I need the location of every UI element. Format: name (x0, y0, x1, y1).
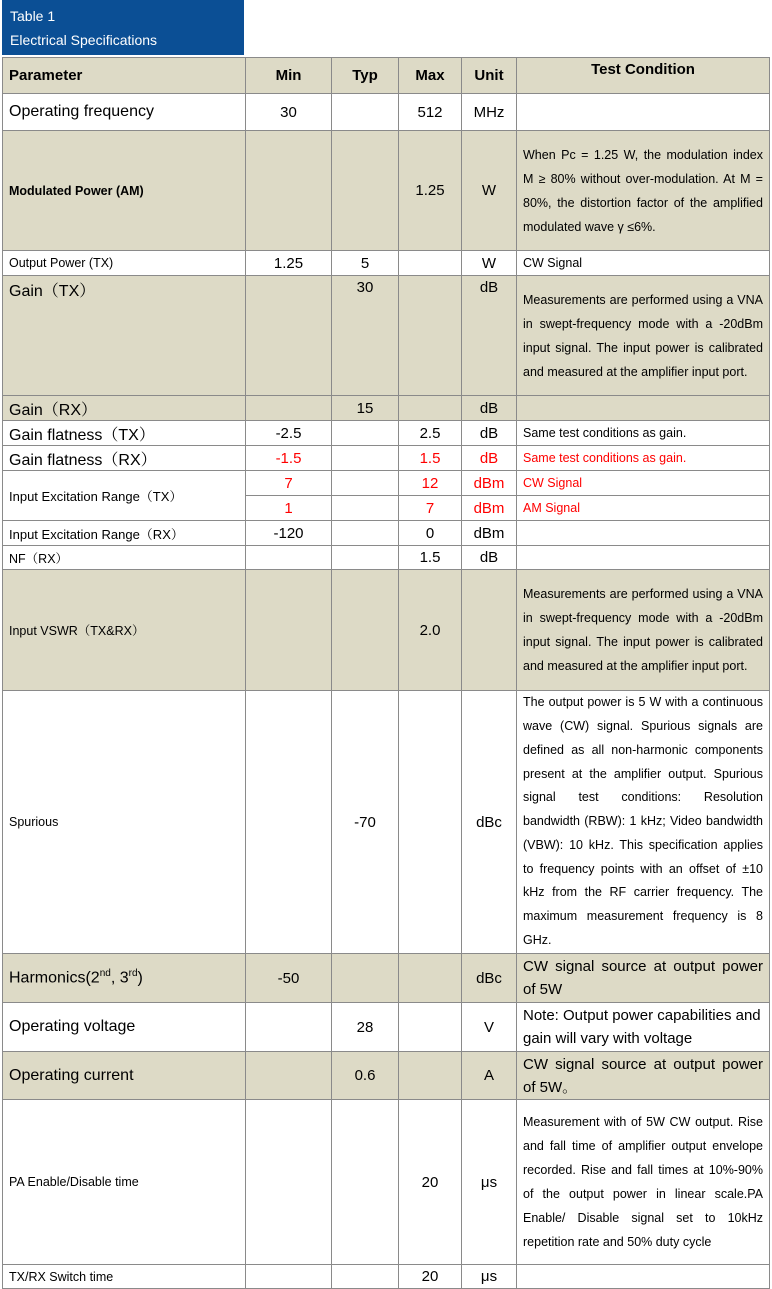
table-row (3, 1265, 770, 1289)
typ-cell: -70 (332, 691, 399, 954)
unit-cell: A (462, 1052, 517, 1100)
condition-cell (517, 546, 770, 570)
param-cell: Output Power (TX) (3, 251, 246, 276)
typ-cell (332, 954, 399, 1003)
unit-cell: dBm (462, 496, 517, 521)
condition-cell: CW signal source at output power of 5W。 (517, 1052, 770, 1100)
min-cell (246, 1265, 332, 1289)
spec-table (2, 57, 770, 1289)
unit-cell: dBm (462, 521, 517, 546)
min-cell: 30 (246, 94, 332, 131)
param-cell: Operating current (3, 1052, 246, 1100)
min-cell: 1 (246, 496, 332, 521)
min-cell: 1.25 (246, 251, 332, 276)
unit-cell: dB (462, 276, 517, 396)
max-cell: 20 (399, 1100, 462, 1265)
max-cell: 1.5 (399, 546, 462, 570)
header-unit: Unit (462, 58, 517, 94)
typ-cell: 28 (332, 1003, 399, 1052)
param-cell: Input VSWR（TX&RX） (3, 570, 246, 691)
table-number: Table 1 (10, 8, 56, 24)
max-cell: 20 (399, 1265, 462, 1289)
min-cell: -50 (246, 954, 332, 1003)
header-test-condition: Test Condition (517, 58, 770, 94)
table-row (3, 1003, 770, 1052)
header-min: Min (246, 58, 332, 94)
min-cell (246, 546, 332, 570)
condition-cell: CW Signal (517, 471, 770, 496)
param-cell: Gain（RX） (3, 396, 246, 421)
table-row (3, 396, 770, 421)
min-cell (246, 691, 332, 954)
table-row (3, 131, 770, 251)
typ-cell (332, 1265, 399, 1289)
min-cell: 7 (246, 471, 332, 496)
condition-cell (517, 94, 770, 131)
typ-cell: 15 (332, 396, 399, 421)
min-cell: -2.5 (246, 421, 332, 446)
typ-cell (332, 446, 399, 471)
condition-cell (517, 396, 770, 421)
max-cell: 2.5 (399, 421, 462, 446)
header-row (3, 58, 770, 94)
max-cell (399, 954, 462, 1003)
max-cell: 12 (399, 471, 462, 496)
param-cell: Modulated Power (AM) (3, 131, 246, 251)
header-parameter: Parameter (3, 58, 246, 94)
max-cell: 2.0 (399, 570, 462, 691)
param-label: Input Excitation Range（TX） (9, 489, 183, 504)
table-caption (2, 0, 244, 55)
condition-cell (517, 521, 770, 546)
unit-cell (462, 570, 517, 691)
condition-cell: CW Signal (517, 251, 770, 276)
max-cell (399, 251, 462, 276)
header-typ: Typ (332, 58, 399, 94)
min-cell (246, 570, 332, 691)
table-row (3, 421, 770, 446)
max-cell (399, 691, 462, 954)
condition-cell: Measurement with of 5W CW output. Rise and fall time of amplifier output envelope recorded. Rise and fall times at 10%-90% of the output power in linear scale.PA Enable/ Disable signal set to 10kHz repetition rate and 50% duty cycle (517, 1100, 770, 1265)
param-cell (3, 954, 246, 1003)
param-cell: PA Enable/Disable time (3, 1100, 246, 1265)
typ-cell: 0.6 (332, 1052, 399, 1100)
param-cell (3, 471, 246, 521)
param-cell: NF（RX） (3, 546, 246, 570)
unit-cell: V (462, 1003, 517, 1052)
unit-cell: dBc (462, 954, 517, 1003)
condition-cell: Measurements are performed using a VNA in swept-frequency mode with a -20dBm input signal. The input power is calibrated and measured at the amplifier input port. (517, 570, 770, 691)
param-cell: Input Excitation Range（RX） (3, 521, 246, 546)
min-cell: -1.5 (246, 446, 332, 471)
max-cell (399, 1052, 462, 1100)
typ-cell (332, 496, 399, 521)
unit-cell: dB (462, 396, 517, 421)
min-cell (246, 131, 332, 251)
param-cell: TX/RX Switch time (3, 1265, 246, 1289)
superscript: nd (99, 968, 111, 980)
superscript: rd (128, 968, 138, 980)
param-cell: Gain flatness（TX） (3, 421, 246, 446)
condition-cell: The output power is 5 W with a continuous wave (CW) signal. Spurious signals are defined as all non-harmonic components present at the amplifier output. Spurious signal test conditions: Resolution bandwidth (RBW): 1 kHz; Video bandwidth (VBW): 10 kHz. This specification applies to frequency points with an offset of ±10 kHz from the RF carrier frequency. The maximum measurement frequency is 8 GHz. (517, 691, 770, 954)
typ-cell (332, 131, 399, 251)
table-title: Electrical Specifications (10, 32, 158, 48)
param-cell: Operating frequency (3, 94, 246, 131)
table-row (3, 446, 770, 471)
param-cell: Operating voltage (3, 1003, 246, 1052)
max-cell: 7 (399, 496, 462, 521)
unit-cell: MHz (462, 94, 517, 131)
typ-cell (332, 94, 399, 131)
max-cell: 1.25 (399, 131, 462, 251)
table-row (3, 546, 770, 570)
table-row (3, 1100, 770, 1265)
param-cell: Gain（TX） (3, 276, 246, 396)
header-max: Max (399, 58, 462, 94)
max-cell: 0 (399, 521, 462, 546)
unit-cell: dBc (462, 691, 517, 954)
unit-cell: dBm (462, 471, 517, 496)
table-row (3, 276, 770, 396)
param-cell: Spurious (3, 691, 246, 954)
table-row (3, 471, 770, 496)
min-cell: -120 (246, 521, 332, 546)
unit-cell: μs (462, 1265, 517, 1289)
min-cell (246, 1003, 332, 1052)
max-cell (399, 1003, 462, 1052)
typ-cell (332, 570, 399, 691)
param-text: ) (137, 969, 143, 987)
table-row (3, 251, 770, 276)
table-row (3, 521, 770, 546)
max-cell (399, 276, 462, 396)
condition-cell: Measurements are performed using a VNA in swept-frequency mode with a -20dBm input signal. The input power is calibrated and measured at the amplifier input port. (517, 276, 770, 396)
typ-cell (332, 421, 399, 446)
typ-cell (332, 1100, 399, 1265)
typ-cell: 30 (332, 276, 399, 396)
typ-cell (332, 471, 399, 496)
unit-cell: dB (462, 546, 517, 570)
condition-cell: Same test conditions as gain. (517, 421, 770, 446)
max-cell: 512 (399, 94, 462, 131)
unit-cell: dB (462, 446, 517, 471)
typ-cell (332, 546, 399, 570)
condition-cell (517, 1265, 770, 1289)
unit-cell: W (462, 251, 517, 276)
unit-cell: W (462, 131, 517, 251)
condition-cell: CW signal source at output power of 5W (517, 954, 770, 1003)
min-cell (246, 1052, 332, 1100)
max-cell (399, 396, 462, 421)
param-cell: Gain flatness（RX） (3, 446, 246, 471)
typ-cell: 5 (332, 251, 399, 276)
table-row (3, 570, 770, 691)
condition-cell: Note: Output power capabilities and gain will vary with voltage (517, 1003, 770, 1052)
table-row (3, 691, 770, 954)
min-cell (246, 396, 332, 421)
min-cell (246, 276, 332, 396)
condition-cell: When Pc = 1.25 W, the modulation index M ≥ 80% without over-modulation. At M = 80%, the distortion factor of the amplified modulated wave γ ≤6%. (517, 131, 770, 251)
max-cell: 1.5 (399, 446, 462, 471)
condition-cell: AM Signal (517, 496, 770, 521)
typ-cell (332, 521, 399, 546)
table-row (3, 1052, 770, 1100)
table-row (3, 94, 770, 131)
unit-cell: μs (462, 1100, 517, 1265)
param-text: , 3 (110, 969, 129, 987)
unit-cell: dB (462, 421, 517, 446)
param-text: Harmonics(2 (9, 969, 100, 987)
min-cell (246, 1100, 332, 1265)
table-row (3, 954, 770, 1003)
condition-cell: Same test conditions as gain. (517, 446, 770, 471)
